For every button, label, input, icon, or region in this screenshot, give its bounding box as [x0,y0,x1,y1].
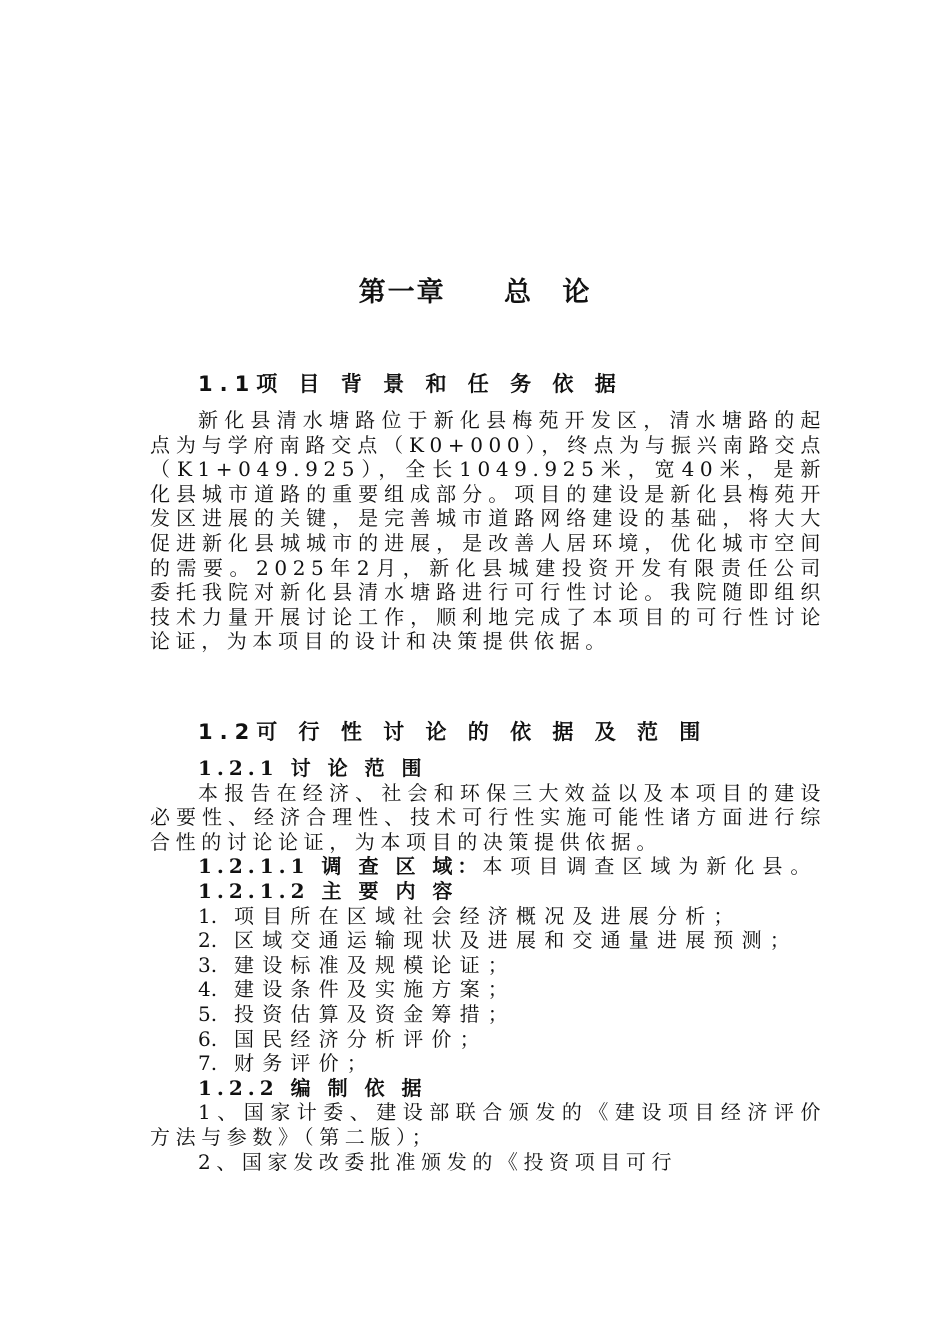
list-item: 1. 项目所在区域社会经济概况及进展分析； [198,903,742,928]
chapter-title: 第一章 总 论 [358,277,592,308]
list-item: 7. 财务评价； [198,1051,375,1076]
subsection-1-2-2-item-1: 1、国家计委、建设部联合颁发的《建设项目经济评价方法与参数》（第二版）； [150,1100,826,1149]
subsection-1-2-2-heading: 1.2.2 编 制 依 据 [198,1075,427,1100]
section-1-1-heading: 1.1项 目 背 景 和 任 务 依 据 [198,372,623,396]
main-content-list [150,904,826,1076]
list-item: 3. 建设标准及规模论证； [198,952,516,977]
subsection-1-2-1-1-heading: 1.2.1.1 调 查 区 域： [198,854,483,879]
section-1-1 [150,368,826,398]
list-item: 5. 投资估算及资金筹措； [198,1001,516,1026]
subsection-1-2-2-item-2: 2、国家发改委批准颁发的《投资项目可行 [198,1149,678,1174]
subsection-1-2-1-paragraph: 本报告在经济、社会和环保三大效益以及本项目的建设必要性、经济合理性、技术可行性实施可能性诸方面进行综合性的讨论论证，为本项目的决策提供依据。 [150,780,826,854]
subsection-1-2-1-1 [150,854,826,879]
section-1-1-paragraph: 新化县清水塘路位于新化县梅苑开发区，清水塘路的起点为与学府南路交点（K0+000），终点为与振兴南路交点（K1+049.925），全长1049.925米，宽40米，是新化县城市道路的重要组成部分。项目的建设是新化县梅苑开发区进展的关键，是完善城市道路网络建设的基础，将大大促进新化县城城市的进展，是改善人居环境，优化城市空间的需要。2025年2月，新化县城建投资开发有限责任公司委托我院对新化县清水塘路进行可行性讨论。我院随即组织技术力量开展讨论工作，顺利地完成了本项目的可行性讨论论证，为本项目的设计和决策提供依据。 [150,408,826,654]
subsection-1-2-1-1-text: 本项目调查区域为新化县。 [482,854,819,879]
list-item: 6. 国民经济分析评价； [198,1026,488,1051]
list-item: 4. 建设条件及实施方案； [198,977,516,1002]
section-1-2 [150,716,826,746]
section-1-2-content [150,756,826,1174]
subsection-1-2-1-heading: 1.2.1 讨 论 范 围 [198,756,427,780]
subsection-1-2-1-2-heading: 1.2.1.2 主 要 内 容 [198,878,458,903]
list-item: 2. 区域交通运输现状及进展和交通量进展预测； [198,928,798,953]
section-1-1-body [150,408,826,654]
section-1-2-heading: 1.2可 行 性 讨 论 的 依 据 及 范 围 [198,720,708,744]
